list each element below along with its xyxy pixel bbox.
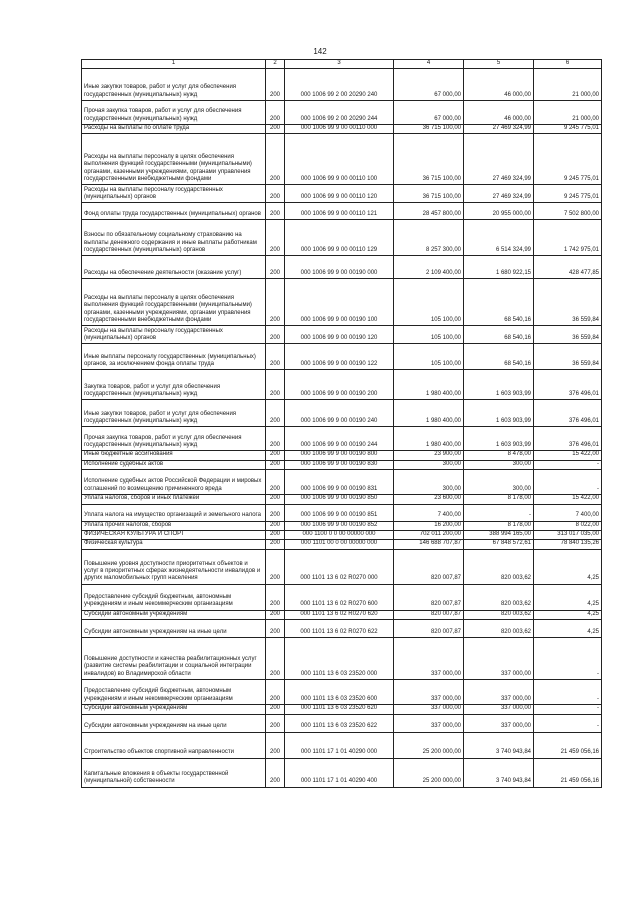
table-row	[82, 279, 602, 326]
classification-code-cell: 000 1006 99 9 00 00190 852	[285, 521, 394, 530]
classification-code-cell: 000 1006 99 9 00 00110 121	[285, 203, 394, 220]
unexecuted-amount-cell: 36 559,84	[534, 344, 602, 370]
row-name-cell: Взносы по обязательному социальному страхованию на выплаты денежного содержания и иные выплаты работникам государственных (муниципальных) органов	[82, 220, 266, 256]
unexecuted-amount-cell: 4,25	[534, 610, 602, 619]
row-name-cell: Физическая культура	[82, 540, 266, 549]
approved-amount-cell: 8 257 300,00	[394, 220, 464, 256]
classification-code-cell: 000 1101 13 6 02 R0270 622	[285, 620, 394, 638]
executed-amount-cell: 46 000,00	[464, 69, 534, 101]
row-name-cell: Расходы на выплаты персоналу в целях обеспечения выполнения функций государственными (муниципальными) органами, казенными учреждениями, органами управления государственными внебюджетными фондами	[82, 134, 266, 185]
table-row	[82, 584, 602, 610]
classification-code-cell: 000 1006 99 2 00 20290 240	[285, 69, 394, 101]
row-name-cell: Расходы на выплаты по оплате труда	[82, 125, 266, 134]
classification-code-cell: 000 1101 13 6 03 23520 000	[285, 638, 394, 680]
executed-amount-cell: 1 603 903,99	[464, 400, 534, 427]
classification-code-cell: 000 1006 99 9 00 00190 240	[285, 400, 394, 427]
row-name-cell: Иные выплаты персоналу государственных (муниципальных) органов, за исключением фонда оплаты труда	[82, 344, 266, 370]
classification-code-cell: 000 1006 99 9 00 00110 120	[285, 185, 394, 203]
classification-code-cell: 000 1006 99 9 00 00190 851	[285, 504, 394, 521]
unexecuted-amount-cell: 8 022,00	[534, 521, 602, 530]
table-row	[82, 460, 602, 469]
approved-amount-cell: 105 100,00	[394, 279, 464, 326]
executed-amount-cell: 27 469 324,99	[464, 134, 534, 185]
table-body	[82, 69, 602, 788]
table-row	[82, 638, 602, 680]
approved-amount-cell: 16 200,00	[394, 521, 464, 530]
row-code-cell: 200	[266, 203, 285, 220]
executed-amount-cell: 337 000,00	[464, 638, 534, 680]
row-name-cell: Прочая закупка товаров, работ и услуг для обеспечения государственных (муниципальных) нужд	[82, 427, 266, 451]
row-code-cell: 200	[266, 400, 285, 427]
table-row	[82, 521, 602, 530]
row-code-cell: 200	[266, 134, 285, 185]
unexecuted-amount-cell: 9 245 775,01	[534, 125, 602, 134]
table-row	[82, 540, 602, 549]
table-row	[82, 549, 602, 584]
table-row	[82, 125, 602, 134]
budget-execution-table	[81, 59, 602, 788]
row-name-cell: Расходы на выплаты персоналу государственных (муниципальных) органов	[82, 326, 266, 344]
executed-amount-cell: 3 740 943,84	[464, 732, 534, 758]
row-code-cell: 200	[266, 705, 285, 714]
classification-code-cell: 000 1006 99 9 00 00110 000	[285, 125, 394, 134]
row-name-cell: Фонд оплаты труда государственных (муниципальных) органов	[82, 203, 266, 220]
row-name-cell: Иные бюджетные ассигнования	[82, 451, 266, 460]
classification-code-cell: 000 1006 99 9 00 00110 129	[285, 220, 394, 256]
row-code-cell: 200	[266, 427, 285, 451]
executed-amount-cell: 337 000,00	[464, 680, 534, 705]
approved-amount-cell: 25 200 000,00	[394, 732, 464, 758]
executed-amount-cell: 337 000,00	[464, 705, 534, 714]
approved-amount-cell: 36 715 100,00	[394, 134, 464, 185]
table-row	[82, 69, 602, 101]
row-code-cell: 200	[266, 185, 285, 203]
row-name-cell: Предоставление субсидий бюджетным, автономным учреждениям и иным некоммерческим организациям	[82, 584, 266, 610]
row-name-cell: Исполнение судебных актов Российской Федерации и мировых соглашений по возмещению причиненного вреда	[82, 470, 266, 495]
unexecuted-amount-cell: 4,25	[534, 549, 602, 584]
row-code-cell: 200	[266, 370, 285, 400]
column-header: 2	[266, 60, 285, 69]
approved-amount-cell: 105 100,00	[394, 344, 464, 370]
row-name-cell: Расходы на обеспечение деятельности (оказание услуг)	[82, 256, 266, 279]
unexecuted-amount-cell: 428 477,85	[534, 256, 602, 279]
row-code-cell: 200	[266, 531, 285, 540]
approved-amount-cell: 23 600,00	[394, 495, 464, 504]
row-name-cell: Расходы на выплаты персоналу государственных (муниципальных) органов	[82, 185, 266, 203]
table-row	[82, 495, 602, 504]
table-row	[82, 620, 602, 638]
table-row	[82, 370, 602, 400]
classification-code-cell: 000 1006 99 9 00 00190 800	[285, 451, 394, 460]
unexecuted-amount-cell: 9 245 775,01	[534, 185, 602, 203]
executed-amount-cell: 1 603 903,99	[464, 427, 534, 451]
row-name-cell: Субсидии автономным учреждениям на иные цели	[82, 620, 266, 638]
table-row	[82, 220, 602, 256]
row-name-cell: ФИЗИЧЕСКАЯ КУЛЬТУРА И СПОРТ	[82, 531, 266, 540]
approved-amount-cell: 702 011 200,00	[394, 531, 464, 540]
row-name-cell: Иные закупки товаров, работ и услуг для обеспечения государственных (муниципальных) нужд	[82, 69, 266, 101]
classification-code-cell: 000 1006 99 9 00 00190 000	[285, 256, 394, 279]
approved-amount-cell: 67 000,00	[394, 69, 464, 101]
column-header: 6	[534, 60, 602, 69]
approved-amount-cell: 28 457 800,00	[394, 203, 464, 220]
row-name-cell: Предоставление субсидий бюджетным, автономным учреждениям и иным некоммерческим организациям	[82, 680, 266, 705]
row-name-cell: Расходы на выплаты персоналу в целях обеспечения выполнения функций государственными (муниципальными) органами, казенными учреждениями, органами управления государственными внебюджетными фондами	[82, 279, 266, 326]
executed-amount-cell: 8 178,00	[464, 521, 534, 530]
row-name-cell: Уплата налогов, сборов и иных платежей	[82, 495, 266, 504]
unexecuted-amount-cell: 1 742 975,01	[534, 220, 602, 256]
classification-code-cell: 000 1101 00 0 00 00000 000	[285, 540, 394, 549]
column-number-header-row	[82, 60, 602, 69]
unexecuted-amount-cell: 15 422,00	[534, 451, 602, 460]
row-name-cell: Субсидии автономным учреждениям	[82, 705, 266, 714]
classification-code-cell: 000 1006 99 2 00 20290 244	[285, 101, 394, 125]
approved-amount-cell: 36 715 100,00	[394, 125, 464, 134]
classification-code-cell: 000 1006 99 9 00 00190 200	[285, 370, 394, 400]
unexecuted-amount-cell: 36 559,84	[534, 279, 602, 326]
classification-code-cell: 000 1006 99 9 00 00110 100	[285, 134, 394, 185]
approved-amount-cell: 1 980 400,00	[394, 370, 464, 400]
unexecuted-amount-cell: 376 496,01	[534, 427, 602, 451]
approved-amount-cell: 300,00	[394, 470, 464, 495]
unexecuted-amount-cell: -	[534, 680, 602, 705]
approved-amount-cell: 820 007,87	[394, 610, 464, 619]
executed-amount-cell: 20 955 000,00	[464, 203, 534, 220]
unexecuted-amount-cell: -	[534, 460, 602, 469]
unexecuted-amount-cell: 376 496,01	[534, 370, 602, 400]
row-name-cell: Субсидии автономным учреждениям на иные цели	[82, 714, 266, 732]
table-row	[82, 203, 602, 220]
approved-amount-cell: 820 007,87	[394, 549, 464, 584]
executed-amount-cell: 68 540,16	[464, 279, 534, 326]
row-name-cell: Уплата налога на имущество организаций и земельного налога	[82, 504, 266, 521]
approved-amount-cell: 25 200 000,00	[394, 758, 464, 787]
row-code-cell: 200	[266, 460, 285, 469]
classification-code-cell: 000 1101 17 1 01 40290 400	[285, 758, 394, 787]
row-name-cell: Капитальные вложения в объекты государственной (муниципальной) собственности	[82, 758, 266, 787]
unexecuted-amount-cell: 78 840 135,26	[534, 540, 602, 549]
page-number: 142	[313, 47, 327, 56]
row-code-cell: 200	[266, 680, 285, 705]
row-name-cell: Повышение доступности и качества реабилитационных услуг (развитие системы реабилитации и социальной интеграции инвалидов) во Владимирской области	[82, 638, 266, 680]
unexecuted-amount-cell: 4,25	[534, 620, 602, 638]
approved-amount-cell: 337 000,00	[394, 638, 464, 680]
table-row	[82, 758, 602, 787]
executed-amount-cell: 68 540,16	[464, 326, 534, 344]
unexecuted-amount-cell: 21 459 056,16	[534, 758, 602, 787]
table-row	[82, 451, 602, 460]
unexecuted-amount-cell: 313 017 035,00	[534, 531, 602, 540]
row-code-cell: 200	[266, 620, 285, 638]
approved-amount-cell: 105 100,00	[394, 326, 464, 344]
classification-code-cell: 000 1006 99 9 00 00190 120	[285, 326, 394, 344]
executed-amount-cell: 820 003,62	[464, 620, 534, 638]
table-row	[82, 714, 602, 732]
executed-amount-cell: 6 514 324,99	[464, 220, 534, 256]
table-row	[82, 256, 602, 279]
classification-code-cell: 000 1006 99 9 00 00190 244	[285, 427, 394, 451]
unexecuted-amount-cell: 21 000,00	[534, 69, 602, 101]
row-code-cell: 200	[266, 344, 285, 370]
executed-amount-cell: 1 680 922,15	[464, 256, 534, 279]
unexecuted-amount-cell: 9 245 775,01	[534, 134, 602, 185]
executed-amount-cell: 68 540,16	[464, 344, 534, 370]
table-row	[82, 101, 602, 125]
executed-amount-cell: 27 469 324,99	[464, 185, 534, 203]
executed-amount-cell: 820 003,62	[464, 610, 534, 619]
approved-amount-cell: 36 715 100,00	[394, 185, 464, 203]
table-row	[82, 610, 602, 619]
unexecuted-amount-cell: 376 496,01	[534, 400, 602, 427]
row-code-cell: 200	[266, 495, 285, 504]
row-name-cell: Повышение уровня доступности приоритетных объектов и услуг в приоритетных сферах жизнедеятельности инвалидов и других маломобильных групп населения	[82, 549, 266, 584]
executed-amount-cell: 820 003,62	[464, 549, 534, 584]
row-code-cell: 200	[266, 326, 285, 344]
executed-amount-cell: -	[464, 504, 534, 521]
row-code-cell: 200	[266, 69, 285, 101]
executed-amount-cell: 300,00	[464, 460, 534, 469]
row-code-cell: 200	[266, 504, 285, 521]
classification-code-cell: 000 1101 13 6 02 R0270 620	[285, 610, 394, 619]
table-row	[82, 185, 602, 203]
approved-amount-cell: 300,00	[394, 460, 464, 469]
unexecuted-amount-cell: 36 559,84	[534, 326, 602, 344]
classification-code-cell: 000 1100 0 0 00 00000 000	[285, 531, 394, 540]
approved-amount-cell: 146 688 707,87	[394, 540, 464, 549]
row-code-cell: 200	[266, 638, 285, 680]
classification-code-cell: 000 1101 13 6 03 23520 600	[285, 680, 394, 705]
table-row	[82, 400, 602, 427]
classification-code-cell: 000 1101 13 6 02 R0270 000	[285, 549, 394, 584]
classification-code-cell: 000 1101 13 6 03 23520 620	[285, 705, 394, 714]
column-header: 5	[464, 60, 534, 69]
table-row	[82, 326, 602, 344]
classification-code-cell: 000 1101 13 6 02 R0270 600	[285, 584, 394, 610]
classification-code-cell: 000 1006 99 9 00 00190 830	[285, 460, 394, 469]
approved-amount-cell: 1 980 400,00	[394, 400, 464, 427]
column-header: 4	[394, 60, 464, 69]
approved-amount-cell: 2 109 400,00	[394, 256, 464, 279]
table-row	[82, 680, 602, 705]
executed-amount-cell: 337 000,00	[464, 714, 534, 732]
row-code-cell: 200	[266, 279, 285, 326]
executed-amount-cell: 67 848 572,61	[464, 540, 534, 549]
unexecuted-amount-cell: 15 422,00	[534, 495, 602, 504]
row-code-cell: 200	[266, 220, 285, 256]
approved-amount-cell: 337 000,00	[394, 680, 464, 705]
approved-amount-cell: 337 000,00	[394, 714, 464, 732]
table-row	[82, 344, 602, 370]
classification-code-cell: 000 1006 99 9 00 00190 100	[285, 279, 394, 326]
classification-code-cell: 000 1006 99 9 00 00190 122	[285, 344, 394, 370]
table-row	[82, 504, 602, 521]
approved-amount-cell: 7 400,00	[394, 504, 464, 521]
executed-amount-cell: 8 478,00	[464, 451, 534, 460]
table-row	[82, 134, 602, 185]
row-code-cell: 200	[266, 732, 285, 758]
unexecuted-amount-cell: 7 400,00	[534, 504, 602, 521]
row-code-cell: 200	[266, 540, 285, 549]
table-row	[82, 705, 602, 714]
approved-amount-cell: 337 000,00	[394, 705, 464, 714]
executed-amount-cell: 300,00	[464, 470, 534, 495]
table-row	[82, 470, 602, 495]
row-code-cell: 200	[266, 714, 285, 732]
row-name-cell: Субсидии автономным учреждениям	[82, 610, 266, 619]
executed-amount-cell: 46 000,00	[464, 101, 534, 125]
unexecuted-amount-cell: -	[534, 705, 602, 714]
unexecuted-amount-cell: 21 459 056,16	[534, 732, 602, 758]
unexecuted-amount-cell: -	[534, 638, 602, 680]
table-row	[82, 531, 602, 540]
column-header: 3	[285, 60, 394, 69]
row-code-cell: 200	[266, 101, 285, 125]
row-code-cell: 200	[266, 610, 285, 619]
row-name-cell: Уплата прочих налогов, сборов	[82, 521, 266, 530]
row-name-cell: Иные закупки товаров, работ и услуг для обеспечения государственных (муниципальных) нужд	[82, 400, 266, 427]
approved-amount-cell: 23 900,00	[394, 451, 464, 460]
table-row	[82, 427, 602, 451]
executed-amount-cell: 820 003,62	[464, 584, 534, 610]
row-code-cell: 200	[266, 584, 285, 610]
row-code-cell: 200	[266, 758, 285, 787]
unexecuted-amount-cell: 21 000,00	[534, 101, 602, 125]
executed-amount-cell: 8 178,00	[464, 495, 534, 504]
executed-amount-cell: 1 603 903,99	[464, 370, 534, 400]
column-header: 1	[82, 60, 266, 69]
unexecuted-amount-cell: -	[534, 714, 602, 732]
row-code-cell: 200	[266, 549, 285, 584]
row-code-cell: 200	[266, 451, 285, 460]
row-code-cell: 200	[266, 125, 285, 134]
row-name-cell: Строительство объектов спортивной направленности	[82, 732, 266, 758]
classification-code-cell: 000 1006 99 9 00 00190 850	[285, 495, 394, 504]
unexecuted-amount-cell: -	[534, 470, 602, 495]
approved-amount-cell: 1 980 400,00	[394, 427, 464, 451]
approved-amount-cell: 820 007,87	[394, 584, 464, 610]
row-name-cell: Прочая закупка товаров, работ и услуг для обеспечения государственных (муниципальных) нужд	[82, 101, 266, 125]
executed-amount-cell: 388 994 165,00	[464, 531, 534, 540]
unexecuted-amount-cell: 7 502 800,00	[534, 203, 602, 220]
classification-code-cell: 000 1006 99 9 00 00190 831	[285, 470, 394, 495]
table-row	[82, 732, 602, 758]
approved-amount-cell: 820 007,87	[394, 620, 464, 638]
row-name-cell: Исполнение судебных актов	[82, 460, 266, 469]
row-name-cell: Закупка товаров, работ и услуг для обеспечения государственных (муниципальных) нужд	[82, 370, 266, 400]
row-code-cell: 200	[266, 521, 285, 530]
approved-amount-cell: 67 000,00	[394, 101, 464, 125]
executed-amount-cell: 3 740 943,84	[464, 758, 534, 787]
row-code-cell: 200	[266, 470, 285, 495]
executed-amount-cell: 27 469 324,99	[464, 125, 534, 134]
classification-code-cell: 000 1101 13 6 03 23520 622	[285, 714, 394, 732]
classification-code-cell: 000 1101 17 1 01 40290 000	[285, 732, 394, 758]
unexecuted-amount-cell: 4,25	[534, 584, 602, 610]
row-code-cell: 200	[266, 256, 285, 279]
